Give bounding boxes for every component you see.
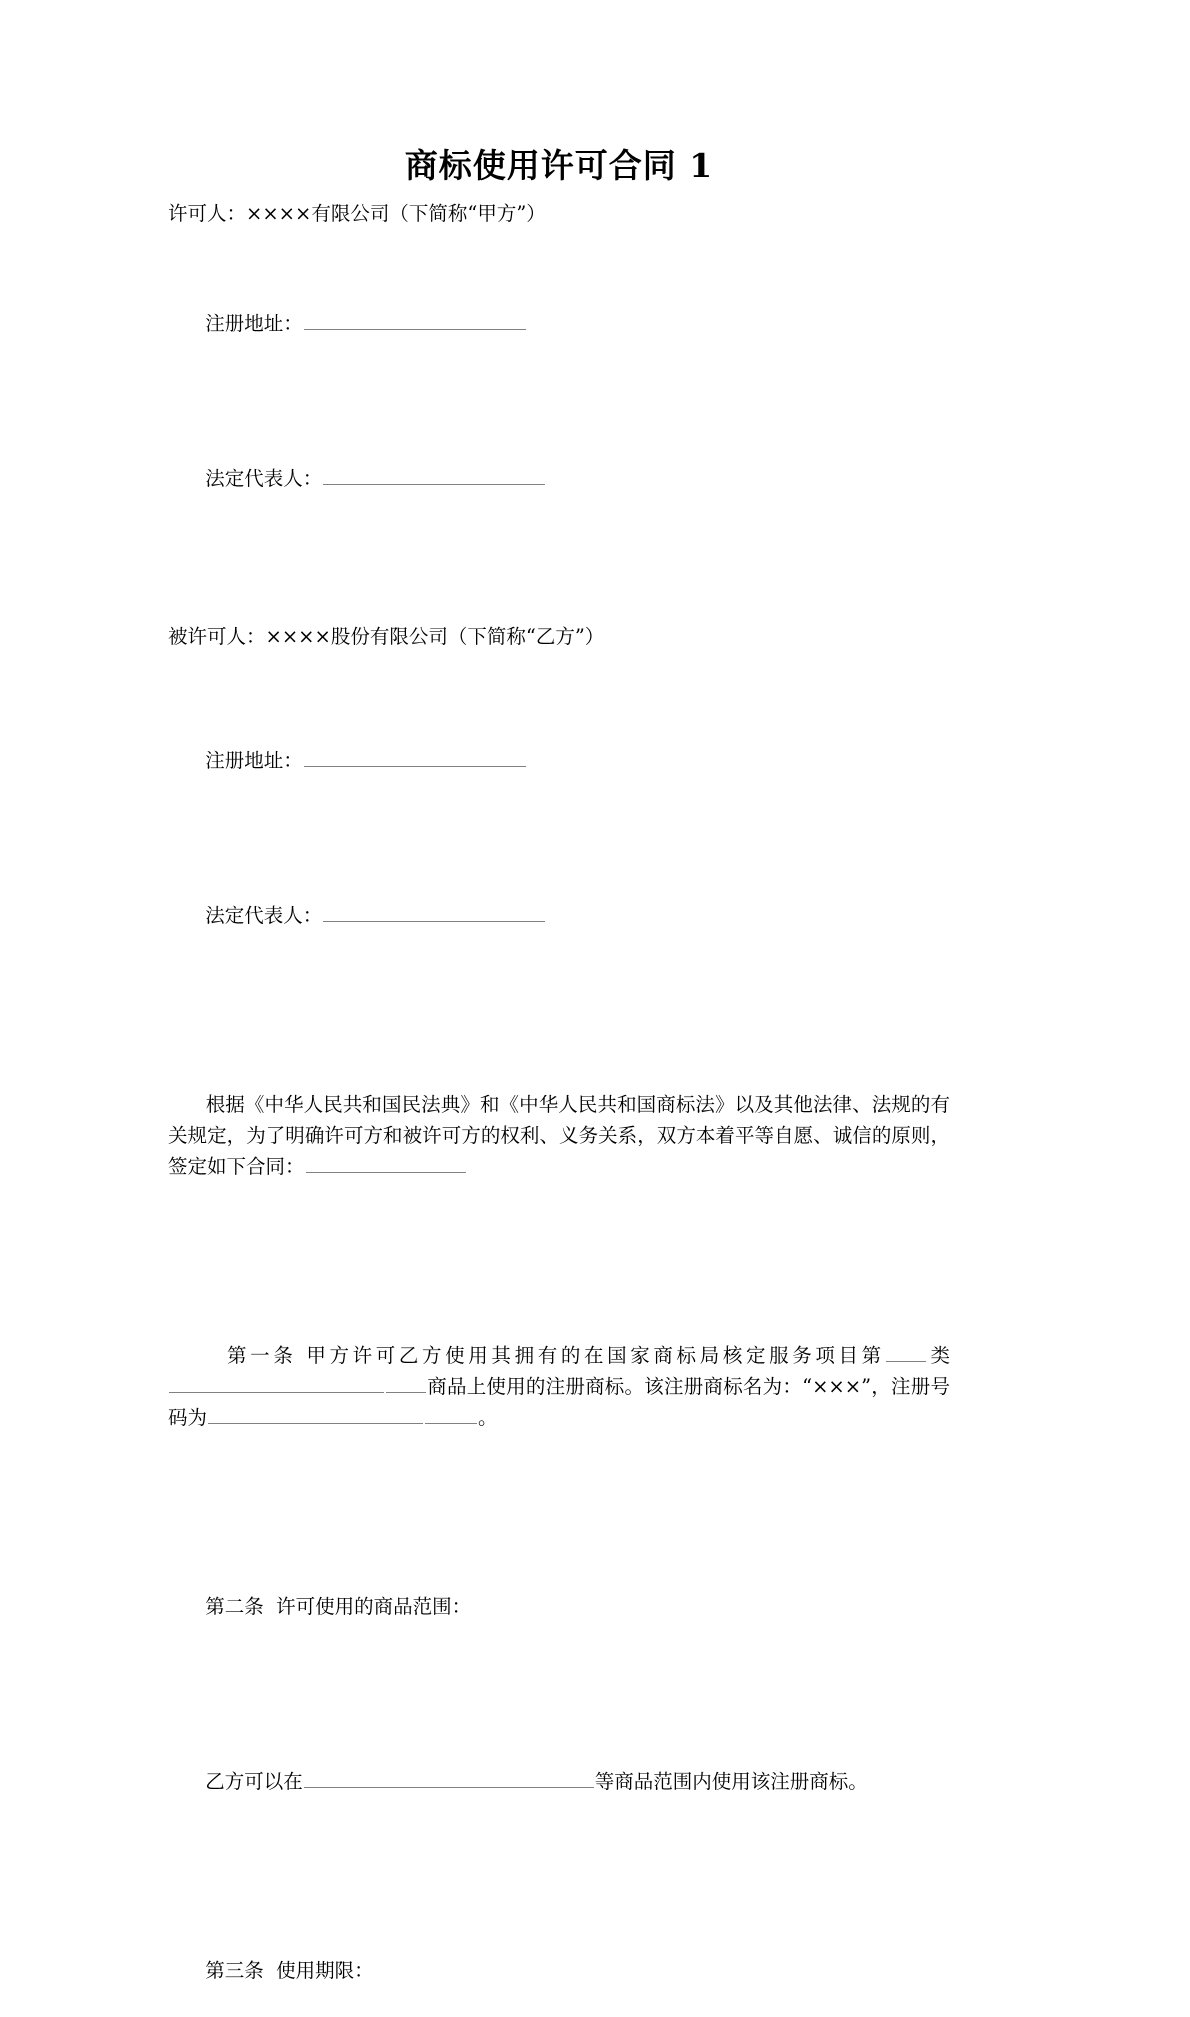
spacer — [168, 370, 950, 432]
licensee-address-row — [168, 714, 950, 807]
article-3-heading-row — [168, 1924, 950, 2017]
article-1-regnum-blank-b[interactable] — [425, 1405, 477, 1425]
preamble-blank[interactable] — [306, 1154, 466, 1174]
document-body — [168, 0, 950, 2017]
page-title: 商标使用许可合同 1 — [404, 146, 714, 185]
article-3-heading: 第三条 — [205, 1959, 264, 1983]
article-1-text-1: 甲方许可乙方使用其拥有的在国家商标局核定服务项目第 — [306, 1344, 885, 1368]
article-1-class-blank[interactable] — [886, 1343, 926, 1363]
licensee-party-line: 被许可人：××××股份有限公司（下简称“乙方”） — [168, 625, 605, 649]
spacer — [168, 1213, 950, 1309]
article-1-paragraph — [168, 1309, 950, 1464]
licensor-address-label: 注册地址： — [205, 312, 303, 336]
licensor-party-line: 许可人：××××有限公司（下简称“甲方”） — [168, 202, 546, 226]
article-1-heading: 第一条 — [227, 1344, 297, 1368]
article-2-scope-blank[interactable] — [304, 1769, 594, 1789]
licensor-legal-rep-row — [168, 432, 950, 525]
article-1-goods-blank-a[interactable] — [169, 1374, 384, 1394]
article-1-regnum-blank-a[interactable] — [208, 1405, 423, 1425]
spacer — [168, 1828, 950, 1924]
spacer — [168, 962, 950, 1058]
preamble-text: 根据《中华人民共和国民法典》和《中华人民共和国商标法》以及其他法律、法规的有关规定，为了明确许可方和被许可方的权利、义务关系，双方本着平等自愿、诚信的原则，签定如下合同： — [168, 1093, 950, 1179]
spacer — [168, 807, 950, 869]
licensee-address-label: 注册地址： — [205, 749, 303, 773]
article-1-text-2: 类 — [926, 1344, 950, 1368]
spacer — [168, 1464, 950, 1560]
article-2-body-row — [168, 1735, 950, 1828]
article-3-text-1: 使用期限： — [276, 1959, 374, 1983]
article-1-text-4: 。 — [478, 1406, 498, 1430]
licensee-address-blank[interactable] — [304, 748, 526, 768]
spacer — [168, 525, 950, 621]
licensee-legal-rep-label: 法定代表人： — [205, 904, 323, 928]
spacer — [168, 652, 950, 714]
article-2-text-1: 许可使用的商品范围： — [276, 1595, 472, 1619]
licensor-legal-rep-blank[interactable] — [323, 466, 545, 486]
article-2-body-2: 等商品范围内使用该注册商标。 — [594, 1770, 868, 1794]
article-1-text-3: 商品上使用的注册商标。该注册商标名为：“×××”，注册号码为 — [168, 1375, 950, 1430]
licensee-legal-rep-row — [168, 869, 950, 962]
preamble-paragraph — [168, 1058, 950, 1213]
spacer — [168, 229, 950, 277]
article-1-goods-blank-b[interactable] — [386, 1374, 426, 1394]
article-2-body-1: 乙方可以在 — [205, 1770, 303, 1794]
licensor-legal-rep-label: 法定代表人： — [205, 467, 323, 491]
licensor-address-blank[interactable] — [304, 311, 526, 331]
spacer — [168, 1653, 950, 1735]
licensee-legal-rep-blank[interactable] — [323, 903, 545, 923]
article-2-heading-row — [168, 1560, 950, 1653]
licensor-address-row — [168, 277, 950, 370]
article-2-heading: 第二条 — [205, 1595, 264, 1619]
